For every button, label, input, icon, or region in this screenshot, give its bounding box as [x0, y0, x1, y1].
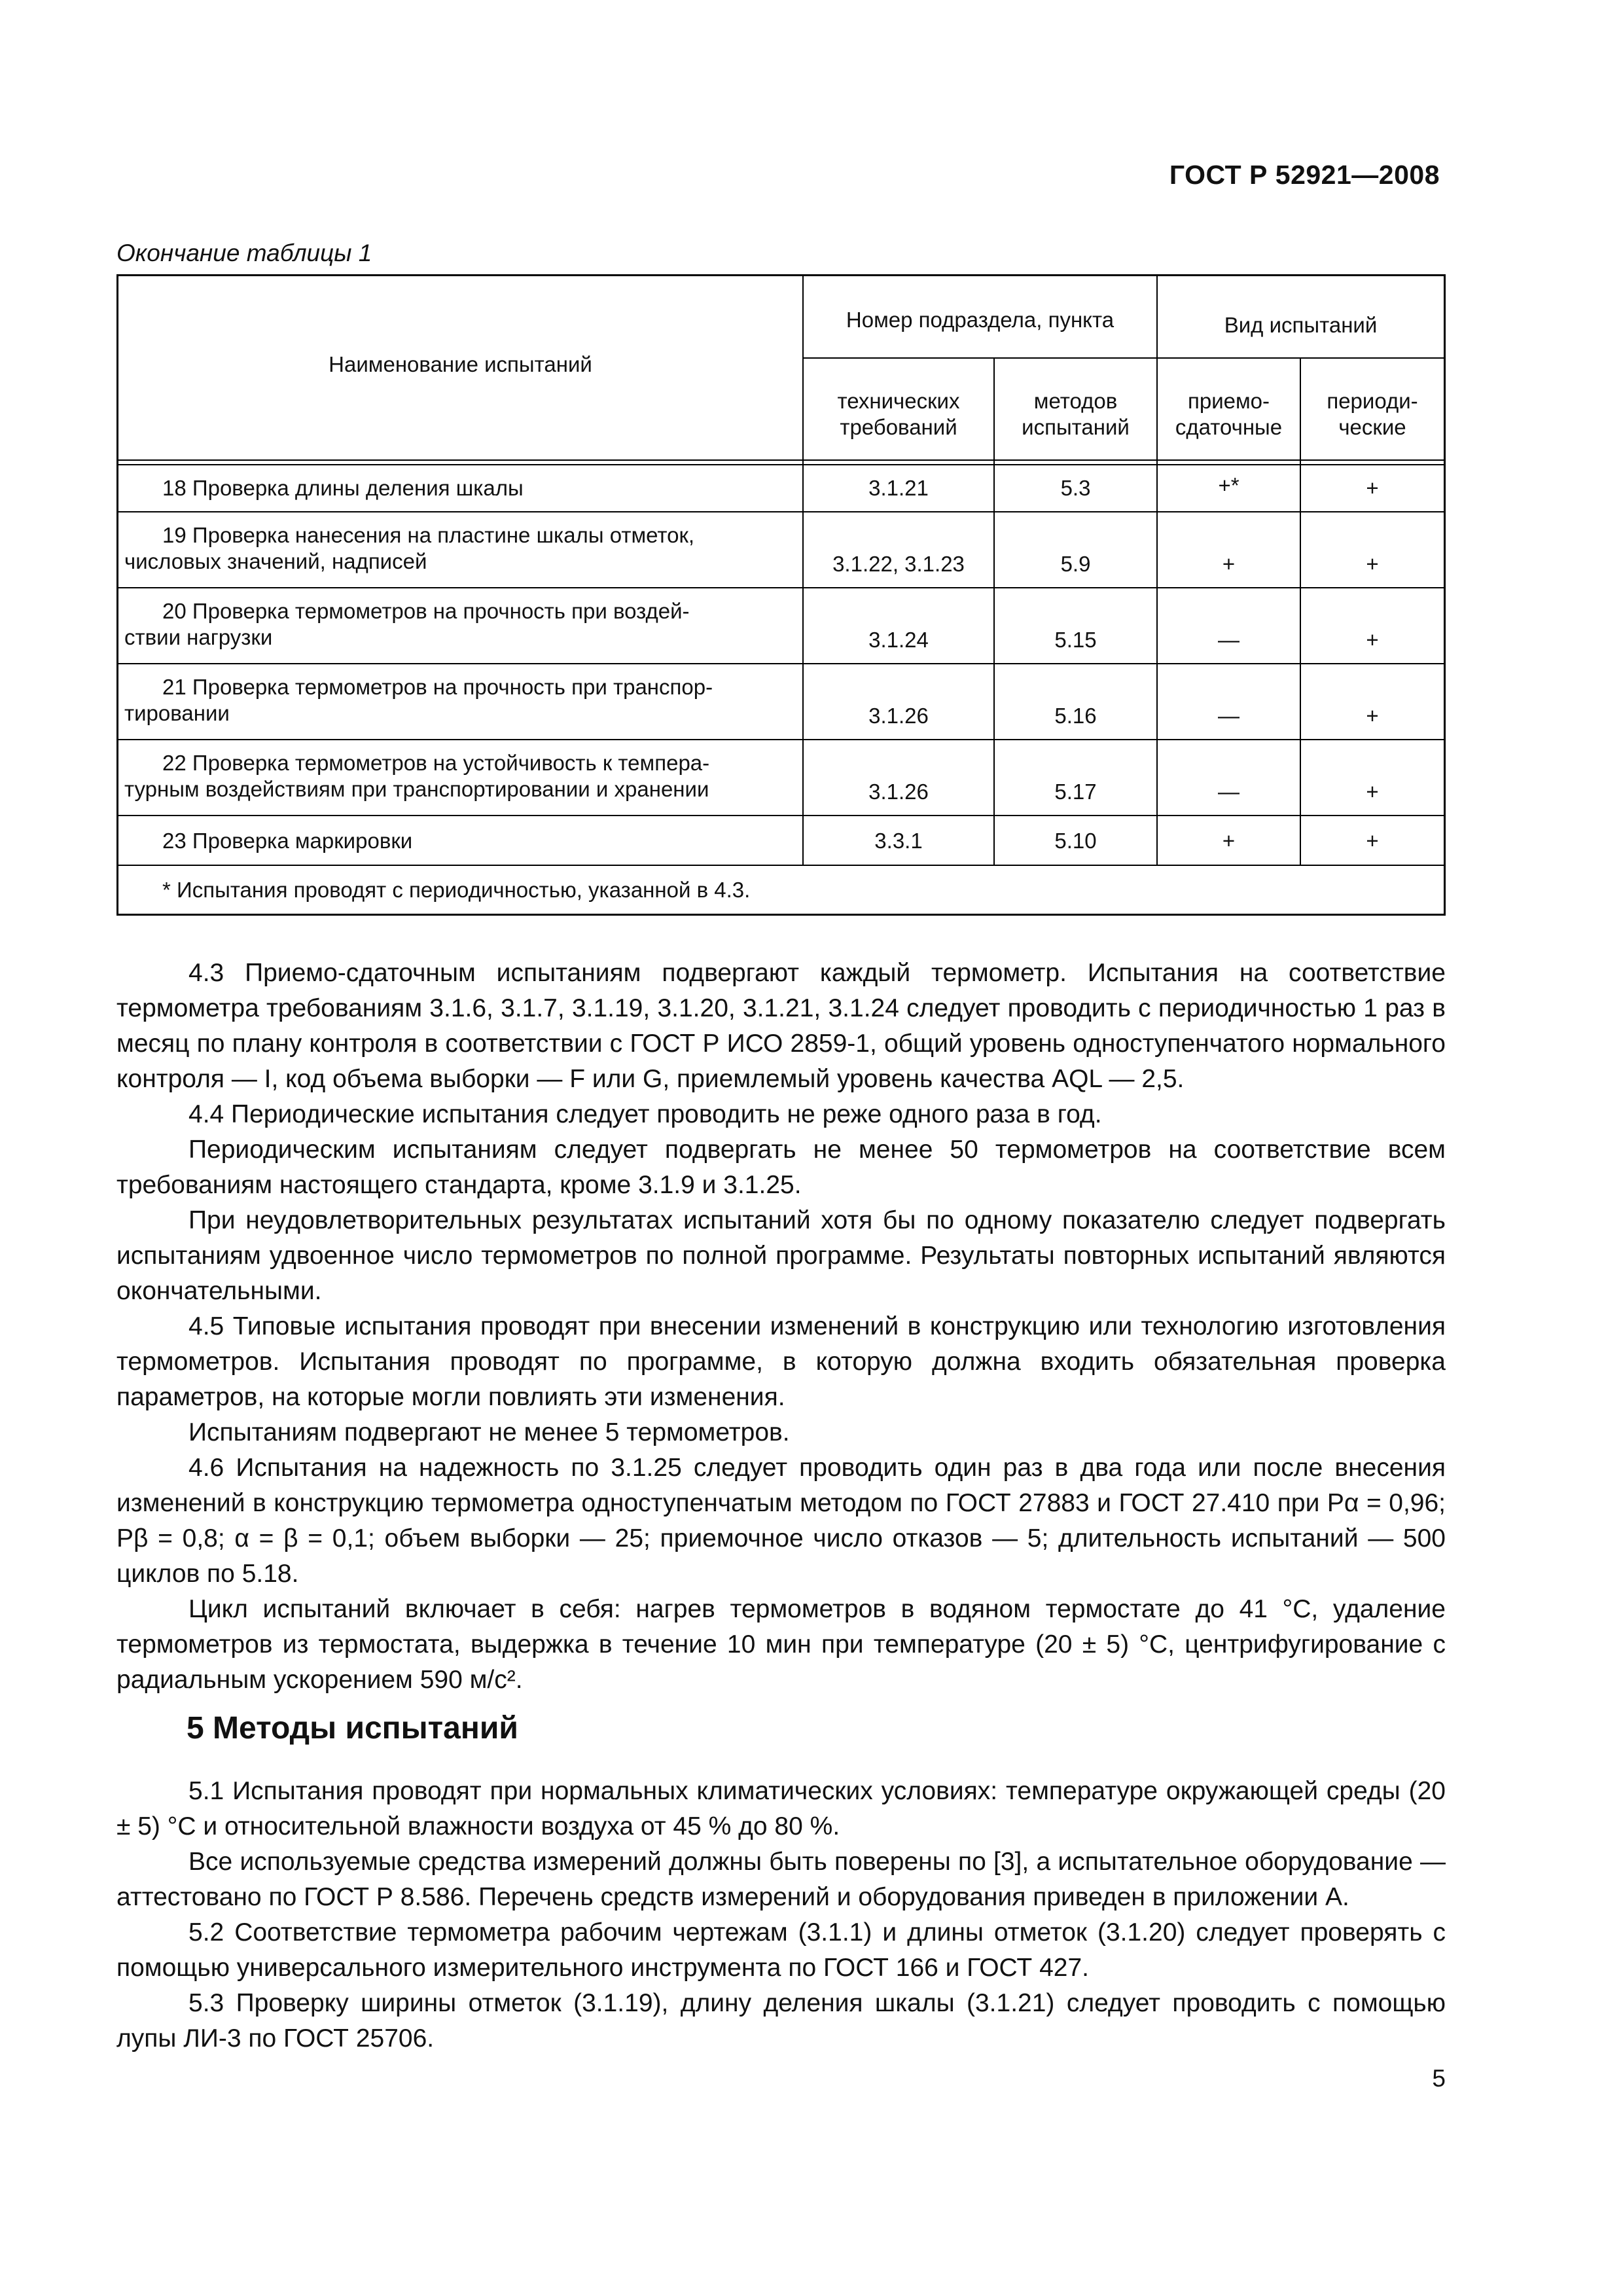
header-line: методов	[1033, 389, 1118, 413]
table-row-22-method: 5.17	[1054, 780, 1097, 804]
table-row-23-name: 23 Проверка маркировки	[162, 829, 413, 853]
row-name-line: турным воздействиям при транспортировании и хранении	[124, 777, 709, 801]
table-row-19-acceptance: +	[1222, 552, 1236, 576]
paragraph-4-4-b: Периодическим испытаниям следует подвергать не менее 50 термометров на соответствие всем требованиям настоящего стандарта, кроме 3.1.9 и 3.1.25.	[116, 1136, 1446, 1199]
table-row-20-method: 5.15	[1054, 628, 1097, 652]
table-row-19-periodic: +	[1366, 552, 1379, 576]
row-name-line: числовых значений, надписей	[124, 549, 427, 573]
column-header-technical-requirements	[804, 388, 993, 440]
header-line: приемо-	[1187, 389, 1270, 413]
header-line: испытаний	[1022, 415, 1130, 439]
paragraph-4-4: 4.4 Периодические испытания следует проводить не реже одного раза в год.	[188, 1100, 1102, 1128]
table-grid-line	[116, 815, 1446, 816]
table-footnote: * Испытания проводят с периодичностью, указанной в 4.3.	[162, 878, 751, 902]
table-border	[116, 274, 1446, 276]
table-row-23-acceptance: +	[1222, 829, 1236, 853]
table-row-21-periodic: +	[1366, 704, 1379, 728]
table-border	[116, 914, 1446, 916]
column-group-test-type: Вид испытаний	[1224, 313, 1378, 337]
table-row-21-name	[124, 674, 797, 726]
table-row-20-periodic: +	[1366, 628, 1379, 652]
column-header-test-name: Наименование испытаний	[329, 352, 592, 376]
table-row-22-tech: 3.1.26	[868, 780, 929, 804]
column-header-periodic	[1301, 388, 1444, 440]
paragraph-4-5-b: Испытаниям подвергают не менее 5 термометров.	[188, 1418, 790, 1446]
table-row-23-periodic: +	[1366, 829, 1379, 853]
table-grid-line	[116, 459, 1446, 461]
table-grid-line	[802, 357, 1446, 359]
row-name-line: 22 Проверка термометров на устойчивость к темпера-	[162, 751, 710, 775]
table-grid-line	[116, 739, 1446, 740]
table-row-21-tech: 3.1.26	[868, 704, 929, 728]
table-row-18-name: 18 Проверка длины деления шкалы	[162, 476, 524, 500]
header-line: периоди-	[1327, 389, 1418, 413]
paragraph-4-6-b: Цикл испытаний включает в себя: нагрев термометров в водяном термостате до 41 °С, удаление термометров из термостата, выдержка в течение 10 мин при температуре (20 ± 5) °С, центрифугирование с радиальным ускорением 590 м/с².	[116, 1595, 1446, 1694]
table-row-18-acceptance: +*	[1218, 473, 1240, 497]
section-title: 5 Методы испытаний	[187, 1711, 518, 1746]
paragraph-5-3: 5.3 Проверку ширины отметок (3.1.19), длину деления шкалы (3.1.21) следует проводить с помощью лупы ЛИ-3 по ГОСТ 25706.	[116, 1989, 1446, 2053]
table-grid-line	[116, 464, 1446, 465]
table-row-20-tech: 3.1.24	[868, 628, 929, 652]
table-row-19-tech: 3.1.22, 3.1.23	[832, 552, 965, 576]
table-row-18-tech: 3.1.21	[868, 476, 929, 500]
table-row-20-name	[124, 598, 797, 651]
table-grid-line	[116, 587, 1446, 588]
paragraph-4-6: 4.6 Испытания на надежность по 3.1.25 следует проводить один раз в два года или после внесения изменений в конструкцию термометра одноступенчатым методом по ГОСТ 27883 и ГОСТ 27.410 при Pα = 0,96; Pβ = 0,8; α = β = 0,1; объем выборки — 25; приемочное число отказов — 5; длительность испытаний — 500 циклов по 5.18.	[116, 1454, 1446, 1588]
document-code: ГОСТ Р 52921—2008	[1169, 160, 1440, 190]
table-grid-line	[116, 663, 1446, 664]
table-row-20-acceptance: —	[1218, 628, 1240, 652]
row-name-line: ствии нагрузки	[124, 625, 273, 649]
paragraph-4-4-c: При неудовлетворительных результатах испытаний хотя бы по одному показателю следует подвергать испытаниям удвоенное число термометров по полной программе. Результаты повторных испытаний являются окончательными.	[116, 1206, 1446, 1305]
header-line: требований	[840, 415, 957, 439]
header-line: сдаточные	[1175, 415, 1283, 439]
header-line: ческие	[1338, 415, 1406, 439]
table-row-18-method: 5.3	[1060, 476, 1091, 500]
paragraph-5-1: 5.1 Испытания проводят при нормальных климатических условиях: температуре окружающей среды (20 ± 5) °С и относительной влажности воздуха от 45 % до 80 %.	[116, 1777, 1446, 1840]
section-5-text	[116, 1774, 1446, 2056]
page-number: 5	[1432, 2065, 1446, 2092]
table-row-19-method: 5.9	[1060, 552, 1091, 576]
column-header-test-methods	[995, 388, 1156, 440]
table-grid-line	[116, 511, 1446, 512]
table-row-21-method: 5.16	[1054, 704, 1097, 728]
paragraph-4-3: 4.3 Приемо-сдаточным испытаниям подвергают каждый термометр. Испытания на соответствие термометра требованиям 3.1.6, 3.1.7, 3.1.19, 3.1.20, 3.1.21, 3.1.24 следует проводить с периодичностью 1 раз в месяц по плану контроля в соответствии с ГОСТ Р ИСО 2859-1, общий уровень одноступенчатого нормального контроля — I, код объема выборки — F или G, приемлемый уровень качества AQL — 2,5.	[116, 959, 1446, 1093]
table-border	[1444, 274, 1446, 916]
row-name-line: 19 Проверка нанесения на пластине шкалы отметок,	[162, 523, 695, 547]
paragraph-4-5: 4.5 Типовые испытания проводят при внесении изменений в конструкцию или технологию изготовления термометров. Испытания проводят по программе, в которую должна входить обязательная проверка параметров, на которые могли повлиять эти изменения.	[116, 1312, 1446, 1411]
row-name-line: тировании	[124, 701, 230, 725]
table-grid-line	[116, 865, 1446, 866]
table-caption: Окончание таблицы 1	[116, 240, 372, 266]
paragraph-5-2: 5.2 Соответствие термометра рабочим чертежам (3.1.1) и длины отметок (3.1.20) следует проверять с помощью универсального измерительного инструмента по ГОСТ 166 и ГОСТ 427.	[116, 1918, 1446, 1982]
table-row-18-periodic: +	[1366, 476, 1379, 500]
table-row-19-name	[124, 522, 797, 575]
row-name-line: 20 Проверка термометров на прочность при воздей-	[162, 599, 690, 623]
table-row-22-acceptance: —	[1218, 780, 1240, 804]
header-line: технических	[837, 389, 960, 413]
column-group-section-number: Номер подраздела, пункта	[846, 308, 1115, 332]
paragraph-5-1-b: Все используемые средства измерений должны быть поверены по [3], а испытательное оборудование — аттестовано по ГОСТ Р 8.586. Перечень средств измерений и оборудования приведен в приложении А.	[116, 1848, 1446, 1911]
column-header-acceptance	[1158, 388, 1300, 440]
tests-table	[116, 274, 1446, 916]
table-row-22-periodic: +	[1366, 780, 1379, 804]
table-row-21-acceptance: —	[1218, 704, 1240, 728]
table-row-22-name	[124, 750, 797, 802]
section-4-text	[116, 956, 1446, 1698]
table-row-23-method: 5.10	[1054, 829, 1097, 853]
table-row-23-tech: 3.3.1	[874, 829, 923, 853]
row-name-line: 21 Проверка термометров на прочность при транспор-	[162, 675, 713, 699]
